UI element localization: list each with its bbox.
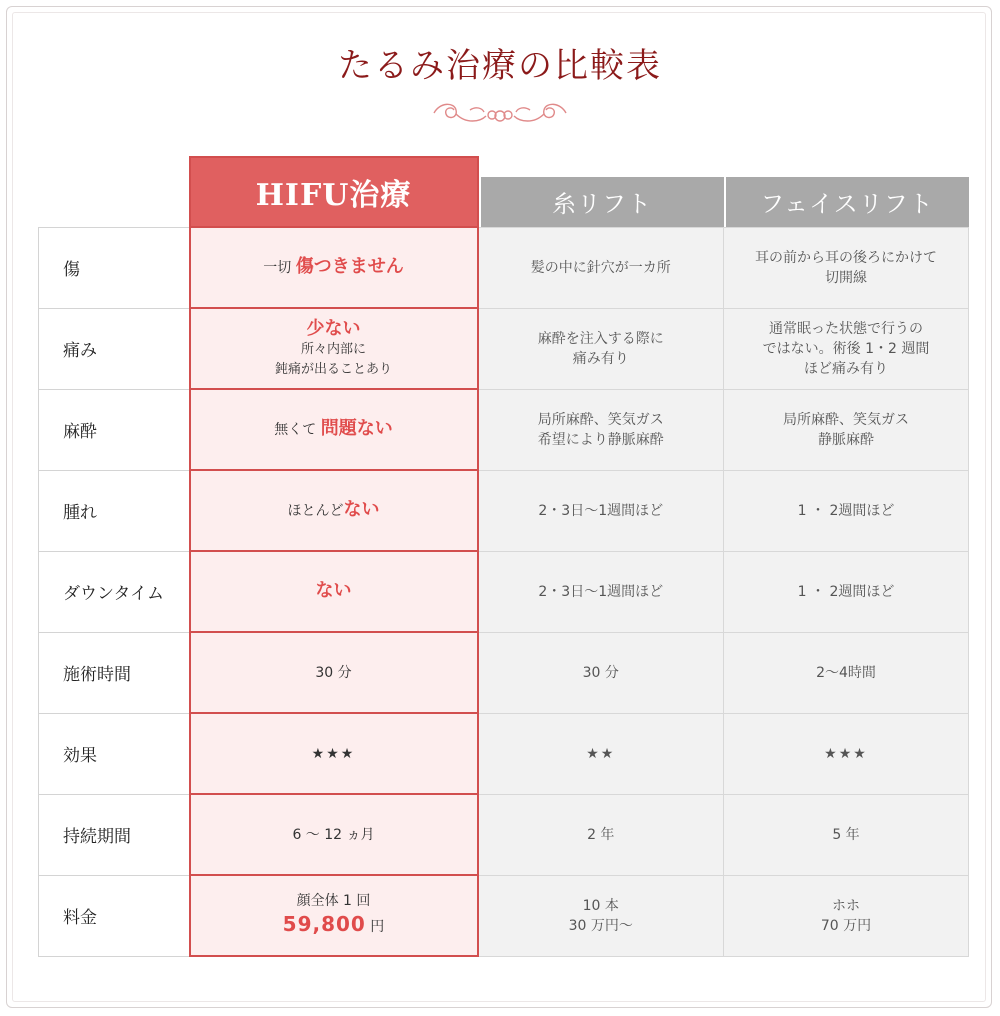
row-label: 痛み [39, 308, 190, 389]
table-row [39, 389, 969, 470]
ito-cell: 麻酔を注入する際に 痛み有り [478, 308, 724, 389]
hifu-cell [190, 470, 478, 551]
hifu-text: 無くて [274, 422, 321, 438]
hifu-emphasis: 少ない [306, 317, 361, 339]
hifu-cell [190, 713, 478, 794]
ito-cell [478, 713, 724, 794]
header-ito-wrap [478, 157, 724, 227]
hifu-subtext: 所々内部に 鈍痛が出ることあり [274, 341, 392, 377]
header-hifu: HIFU治療 [190, 157, 478, 227]
row-label: 腫れ [39, 470, 190, 551]
face-cell: 1 ・ 2週間ほど [724, 470, 969, 551]
hifu-text: 一切 [263, 260, 296, 276]
hifu-price-line [191, 911, 477, 940]
ito-cell: 10 本 30 万円〜 [478, 875, 724, 956]
header-face: フェイスリフト [724, 177, 969, 227]
face-cell [724, 713, 969, 794]
hifu-text: ほとんど [287, 503, 344, 519]
face-cell: 1 ・ 2週間ほど [724, 551, 969, 632]
face-cell: 2〜4時間 [724, 632, 969, 713]
row-label: 料金 [39, 875, 190, 956]
table-row [39, 308, 969, 389]
header-face-wrap [724, 157, 969, 227]
face-cell: 通常眠った状態で行うの ではない。術後 1・2 週間 ほど痛み有り [724, 308, 969, 389]
hifu-price-line1: 顔全体 1 回 [296, 893, 371, 909]
row-label: 効果 [39, 713, 190, 794]
hifu-price: 59,800 [282, 912, 366, 936]
ito-cell: 2 年 [478, 794, 724, 875]
row-label: 持続期間 [39, 794, 190, 875]
hifu-cell: 30 分 [190, 632, 478, 713]
page-title: たるみ治療の比較表 [338, 46, 662, 86]
row-label: 傷 [39, 227, 190, 308]
row-label: 麻酔 [39, 389, 190, 470]
table-row [39, 632, 969, 713]
star-rating: ★★★ [311, 745, 356, 762]
hifu-cell [190, 389, 478, 470]
ornament-divider [430, 96, 570, 130]
table-row [39, 875, 969, 956]
hifu-emphasis: 問題ない [320, 418, 393, 439]
face-cell: ホホ 70 万円 [724, 875, 969, 956]
comparison-table [38, 156, 969, 957]
ito-cell: 髪の中に針穴が一カ所 [478, 227, 724, 308]
hifu-cell [190, 227, 478, 308]
ito-cell: 局所麻酔、笑気ガス 希望により静脈麻酔 [478, 389, 724, 470]
table-row [39, 227, 969, 308]
hifu-cell [190, 308, 478, 389]
row-label: 施術時間 [39, 632, 190, 713]
hifu-cell [190, 551, 478, 632]
face-cell: 5 年 [724, 794, 969, 875]
hifu-emphasis: ない [343, 499, 380, 520]
face-cell: 局所麻酔、笑気ガス 静脈麻酔 [724, 389, 969, 470]
header-blank-cell [39, 157, 190, 227]
ito-cell: 30 分 [478, 632, 724, 713]
table-row [39, 713, 969, 794]
hifu-cell [190, 875, 478, 956]
table-row [39, 551, 969, 632]
ito-cell: 2・3日〜1週間ほど [478, 470, 724, 551]
hifu-emphasis: 傷つきません [295, 256, 404, 277]
row-label: ダウンタイム [39, 551, 190, 632]
ito-cell: 2・3日〜1週間ほど [478, 551, 724, 632]
header-row [39, 157, 969, 227]
star-rating: ★★ [586, 745, 616, 762]
hifu-price-unit: 円 [365, 919, 385, 935]
table-row [39, 794, 969, 875]
face-cell: 耳の前から耳の後ろにかけて 切開線 [724, 227, 969, 308]
hifu-cell: 6 〜 12 ヵ月 [190, 794, 478, 875]
table-row [39, 470, 969, 551]
hifu-emphasis: ない [315, 580, 352, 601]
star-rating: ★★★ [824, 745, 868, 762]
header-ito: 糸リフト [479, 177, 724, 227]
